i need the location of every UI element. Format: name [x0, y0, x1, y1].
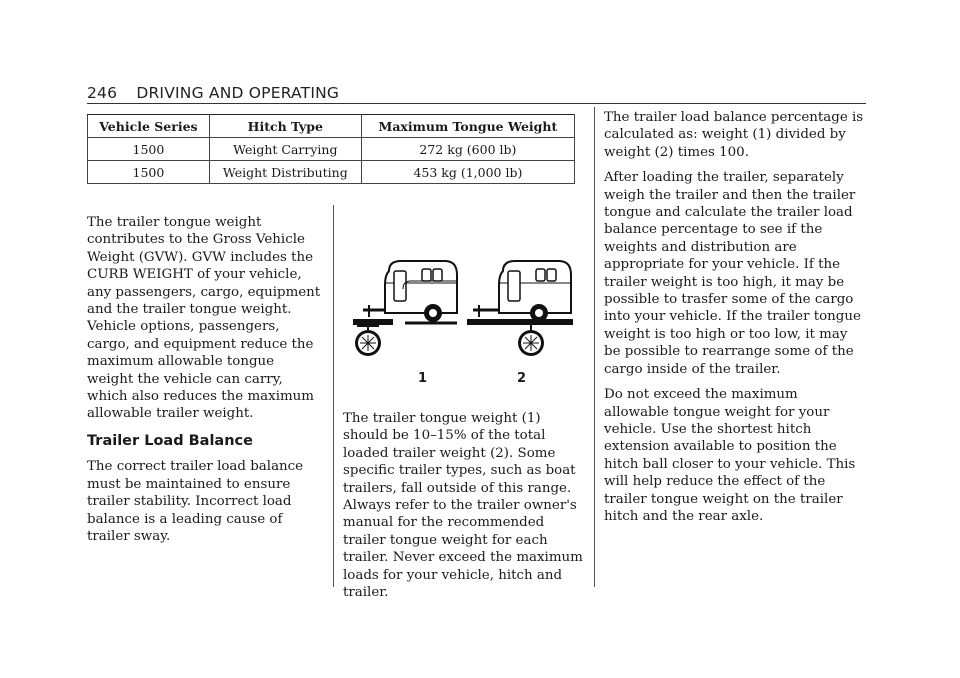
table-cell: 1500	[88, 161, 210, 184]
load-balance-paragraph: The correct trailer load balance must be maintained to ensure trailer stability. Incorrect load balance is a leading cause of trailer sway.	[87, 459, 304, 544]
figure-label-1: 1	[418, 371, 428, 386]
trailer-drawing-1	[353, 261, 457, 356]
text-column-2	[343, 410, 583, 609]
column-divider-left	[333, 205, 334, 587]
header-vehicle-series: Vehicle Series	[88, 115, 210, 138]
percentage-paragraph: The trailer load balance percentage is calculated as: weight (1) divided by weight (2) times 100.	[604, 110, 864, 160]
page-number: 246	[87, 84, 118, 102]
header-max-tongue-weight: Maximum Tongue Weight	[361, 115, 574, 138]
text-column-3	[604, 109, 866, 533]
table-row	[88, 138, 575, 161]
text-column-1	[87, 214, 323, 553]
trailer-illustration	[345, 255, 575, 390]
header-divider	[87, 103, 866, 104]
figure-label-2: 2	[517, 371, 527, 386]
trailer-drawing-2	[467, 261, 573, 356]
tongue-weight-table	[87, 114, 575, 184]
table-cell: 272 kg (600 lb)	[361, 138, 574, 161]
section-title: DRIVING AND OPERATING	[136, 84, 340, 102]
weighing-paragraph: After loading the trailer, separately weigh the trailer and then the trailer tongue and calculate the trailer load balance percentage to see if the weights and distribution are appropriate for your vehicle. If the trailer weight is too high, it may be possible to trasfer some of the cargo into your vehicle. If the trailer tongue weight is too high or too low, it may be possible to rearrange some of the cargo inside of the trailer.	[604, 170, 861, 377]
section-heading: Trailer Load Balance	[87, 432, 253, 449]
trailer-weight-figure	[345, 255, 575, 390]
table-cell: Weight Carrying	[209, 138, 361, 161]
table-header-row	[88, 115, 575, 138]
gvw-paragraph: The trailer tongue weight contributes to the Gross Vehicle Weight (GVW). GVW includes the CURB WEIGHT of your vehicle, any passengers, cargo, equipment and the trailer tongue weight. Vehicle options, passengers, cargo, and equipment reduce the maximum allowable tongue weight the vehicle can carry, which also reduces the maximum allowable trailer weight.	[87, 215, 321, 422]
tongue-weight-paragraph: The trailer tongue weight (1) should be 10–15% of the total loaded trailer weight (2). Some specific trailer types, such as boat trailers, fall outside of this range. Always refer to the trailer owner's manual for the recommended trailer tongue weight for each trailer. Never exceed the maximum loads for your vehicle, hitch and trailer.	[343, 411, 583, 601]
table-cell: 453 kg (1,000 lb)	[361, 161, 574, 184]
max-weight-paragraph: Do not exceed the maximum allowable tongue weight for your vehicle. Use the shortest hitch extension available to position the hitch ball closer to your vehicle. This will help reduce the effect of the trailer tongue weight on the trailer hitch and the rear axle.	[604, 387, 856, 524]
page-header	[87, 84, 339, 102]
table-row	[88, 161, 575, 184]
table-cell: Weight Distributing	[209, 161, 361, 184]
column-divider-right	[594, 107, 595, 587]
table-cell: 1500	[88, 138, 210, 161]
header-hitch-type: Hitch Type	[209, 115, 361, 138]
